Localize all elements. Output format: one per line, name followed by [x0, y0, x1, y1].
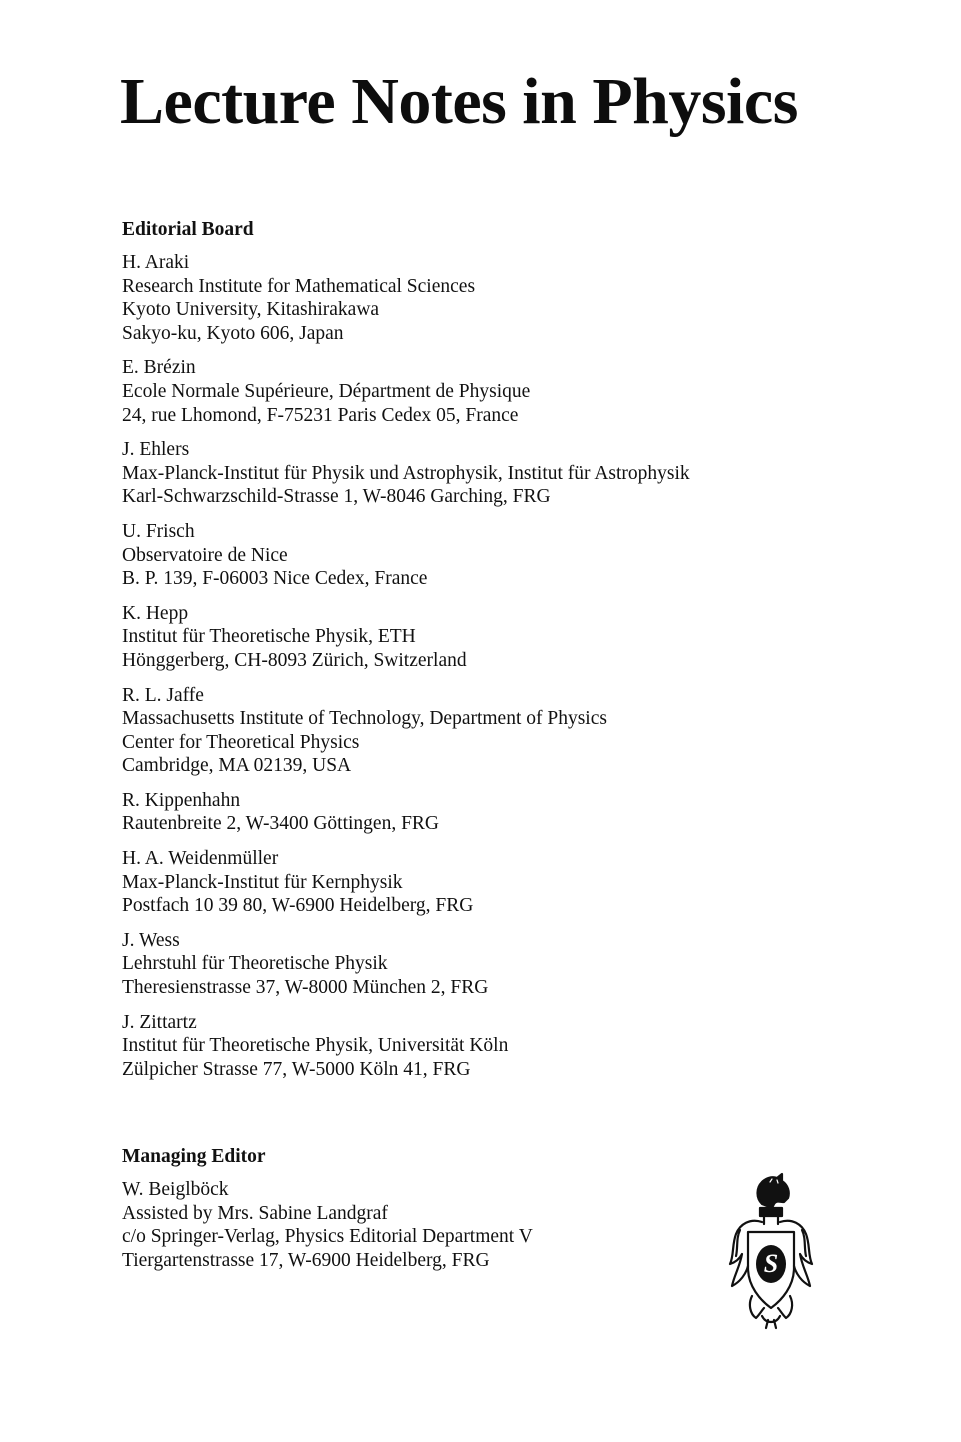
board-member-entry: [122, 356, 822, 427]
board-member-address-line: Cambridge, MA 02139, USA: [122, 755, 352, 777]
board-member-address-line: Max-Planck-Institut für Kernphysik: [122, 871, 403, 893]
managing-editor-address-line: Tiergartenstrasse 17, W-6900 Heidelberg, FRG: [122, 1249, 490, 1271]
board-member-address-line: Max-Planck-Institut für Physik und Astrophysik, Institut für Astrophysik: [122, 462, 690, 484]
board-member-entry: [122, 251, 822, 345]
board-member-name: R. Kippenhahn: [122, 789, 241, 811]
board-member-address-line: Theresienstrasse 37, W-8000 München 2, FRG: [122, 977, 489, 999]
board-member-entry: [122, 602, 822, 673]
board-member-name: H. A. Weidenmüller: [122, 848, 279, 870]
board-member-name: J. Zittartz: [122, 1011, 197, 1033]
board-member-address-line: Ecole Normale Supérieure, Départment de Physique: [122, 380, 531, 402]
board-member-address-line: Zülpicher Strasse 77, W-5000 Köln 41, FRG: [122, 1058, 471, 1080]
managing-editor-name: W. Beiglböck: [122, 1179, 229, 1200]
managing-editor-address-line: c/o Springer-Verlag, Physics Editorial Department V: [122, 1226, 533, 1248]
series-title: Lecture Notes in Physics: [120, 65, 798, 138]
board-member-name: H. Araki: [122, 252, 190, 273]
board-member-address-line: Observatoire de Nice: [122, 544, 288, 566]
board-member-address-line: Center for Theoretical Physics: [122, 731, 360, 753]
board-member-address-line: Kyoto University, Kitashirakawa: [122, 299, 380, 321]
logo-monogram: S: [763, 1249, 779, 1278]
board-member-address-line: Massachusetts Institute of Technology, Department of Physics: [122, 708, 607, 730]
board-member-name: K. Hepp: [122, 602, 189, 624]
board-member-name: J. Ehlers: [122, 439, 190, 461]
board-member-address-line: Research Institute for Mathematical Sciences: [122, 275, 476, 297]
board-member-name: U. Frisch: [122, 520, 195, 542]
board-member-entry: [122, 1011, 822, 1082]
board-member-address-line: B. P. 139, F-06003 Nice Cedex, France: [122, 568, 428, 590]
board-member-name: J. Wess: [122, 929, 180, 951]
board-member-entry: [122, 520, 822, 591]
managing-editor-section: [122, 1145, 822, 1283]
board-member-address-line: Postfach 10 39 80, W-6900 Heidelberg, FRG: [122, 895, 474, 917]
board-member-entry: [122, 929, 822, 1000]
board-member-address-line: 24, rue Lhomond, F-75231 Paris Cedex 05, France: [122, 404, 519, 426]
editorial-board-section: [122, 218, 822, 1092]
board-member-name: R. L. Jaffe: [122, 684, 204, 706]
board-member-entry: [122, 684, 822, 778]
board-member-address-line: Institut für Theoretische Physik, Universität Köln: [122, 1035, 509, 1057]
board-member-name: E. Brézin: [122, 357, 196, 379]
board-member-address-line: Hönggerberg, CH-8093 Zürich, Switzerland: [122, 649, 467, 671]
editorial-board-list: [122, 251, 822, 1081]
board-member-entry: [122, 789, 822, 836]
board-member-address-line: Karl-Schwarzschild-Strasse 1, W-8046 Garching, FRG: [122, 486, 551, 508]
board-member-address-line: Institut für Theoretische Physik, ETH: [122, 626, 416, 648]
board-member-address-line: Sakyo-ku, Kyoto 606, Japan: [122, 322, 344, 344]
springer-knight-logo-icon: [722, 1168, 818, 1330]
board-member-entry: [122, 847, 822, 918]
board-member-entry: [122, 438, 822, 509]
editorial-board-heading: Editorial Board: [122, 219, 254, 240]
board-member-address-line: Rautenbreite 2, W-3400 Göttingen, FRG: [122, 813, 440, 835]
managing-editor-heading: Managing Editor: [122, 1146, 266, 1167]
board-member-address-line: Lehrstuhl für Theoretische Physik: [122, 953, 388, 975]
managing-editor-assistant: Assisted by Mrs. Sabine Landgraf: [122, 1202, 388, 1224]
managing-editor-entry: [122, 1178, 822, 1272]
